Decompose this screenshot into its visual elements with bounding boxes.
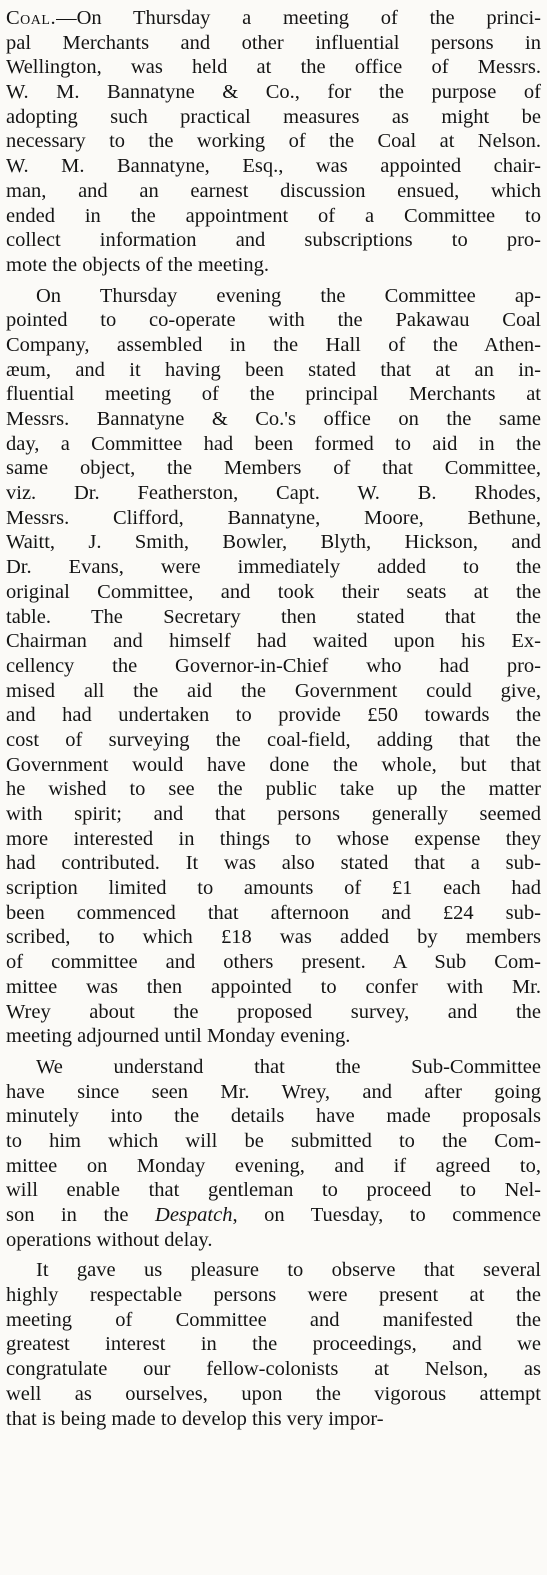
text-line: W. M. Bannatyne, Esq., was appointed chair- [6, 155, 541, 178]
text-line: day, a Committee had been formed to aid in the [6, 432, 541, 455]
text-line: scription limited to amounts of £1 each had [6, 877, 541, 900]
text-line: more interested in things to whose expense they [6, 827, 541, 850]
text-line: meeting of Committee and manifested the [6, 1308, 541, 1331]
text-line: Chairman and himself had waited upon his Ex- [6, 630, 541, 653]
text-line: mote the objects of the meeting. [6, 253, 270, 276]
text-line: W. M. Bannatyne & Co., for the purpose of [6, 81, 541, 104]
article-paragraph [6, 284, 541, 1049]
text-line: son in the Despatch, on Tuesday, to commence [6, 1204, 542, 1226]
text-line: mittee was then appointed to confer with Mr. [6, 975, 541, 998]
article-coal [6, 6, 541, 1431]
text-line: Messrs. Bannatyne & Co.'s office on the same [6, 408, 541, 430]
text-line: cost of surveying the coal-field, adding that the [6, 728, 541, 751]
text-line: man, and an earnest discussion ensued, which [6, 179, 541, 202]
text-line: viz. Dr. Featherston, Capt. W. B. Rhodes, [6, 482, 541, 505]
text-line: Company, assembled in the Hall of the Athen- [6, 333, 541, 356]
text-line: Waitt, J. Smith, Bowler, Blyth, Hickson, and [6, 531, 541, 554]
text-line: greatest interest in the proceedings, and we [6, 1333, 541, 1356]
text-line: Dr. Evans, were immediately added to the [6, 556, 541, 579]
text-line: have since seen Mr. Wrey, and after going [6, 1080, 541, 1103]
text-line: table. The Secretary then stated that the [6, 605, 541, 628]
text-line: pointed to co-operate with the Pakawau Coal [6, 309, 541, 332]
text-line: will enable that gentleman to proceed to Nel- [6, 1179, 541, 1202]
text-line: adopting such practical measures as might be [6, 105, 541, 128]
text-line: that is being made to develop this very impor- [6, 1407, 384, 1430]
text-line: Wrey about the proposed survey, and the [6, 1000, 541, 1023]
text-line: and had undertaken to provide £50 towards the [6, 704, 541, 727]
text-line: necessary to the working of the Coal at Nelson. [6, 130, 541, 153]
text-line: minutely into the details have made proposals [6, 1105, 541, 1128]
text-line: had contributed. It was also stated that a sub- [6, 852, 541, 875]
text-line: with spirit; and that persons generally seemed [6, 803, 541, 825]
text-line: collect information and subscriptions to pro- [6, 229, 541, 252]
text-line: fluential meeting of the principal Merchants at [6, 383, 541, 406]
text-line: mittee on Monday evening, and if agreed to, [6, 1154, 541, 1177]
text-line: original Committee, and took their seats at the [6, 580, 541, 603]
article-paragraph [6, 1055, 541, 1253]
text-line: Wellington, was held at the office of Messrs. [6, 56, 541, 79]
text-line: well as ourselves, upon the vigorous attempt [6, 1382, 541, 1405]
text-line: æum, and it having been stated that at an in- [6, 358, 541, 381]
text-line: ended in the appointment of a Committee to [6, 204, 541, 227]
text-line: same object, the Members of that Committee, [6, 457, 541, 480]
text-line: scribed, to which £18 was added by members [6, 926, 541, 949]
text-line: of committee and others present. A Sub Com- [6, 951, 541, 974]
text-line: he wished to see the public take up the matter [6, 778, 541, 801]
ship-name: Despatch [155, 1204, 233, 1226]
article-paragraph [6, 1258, 541, 1431]
article-paragraph [6, 6, 541, 278]
text-line: highly respectable persons were present at the [6, 1284, 541, 1307]
text-line: been commenced that afternoon and £24 sub- [6, 901, 541, 924]
text-line: Government would have done the whole, but that [6, 753, 541, 776]
text-line: to him which will be submitted to the Com- [6, 1129, 541, 1152]
text-line: pal Merchants and other influential persons in [6, 31, 541, 54]
text-line: cellency the Governor-in-Chief who had pro- [6, 654, 541, 677]
text-line: Coal.—On Thursday a meeting of the princi- [6, 7, 541, 29]
text-line: It gave us pleasure to observe that several [36, 1259, 541, 1282]
text-line: Messrs. Clifford, Bannatyne, Moore, Bethune, [6, 506, 541, 529]
text-line: mised all the aid the Government could give, [6, 679, 541, 702]
text-line: meeting adjourned until Monday evening. [6, 1025, 351, 1048]
article-heading: Coal. [6, 7, 57, 29]
text-line: We understand that the Sub-Committee [36, 1055, 541, 1078]
text-line: operations without delay. [6, 1228, 213, 1251]
text-line: On Thursday evening the Committee ap- [36, 284, 541, 307]
text-line: congratulate our fellow-colonists at Nelson, as [6, 1358, 541, 1381]
